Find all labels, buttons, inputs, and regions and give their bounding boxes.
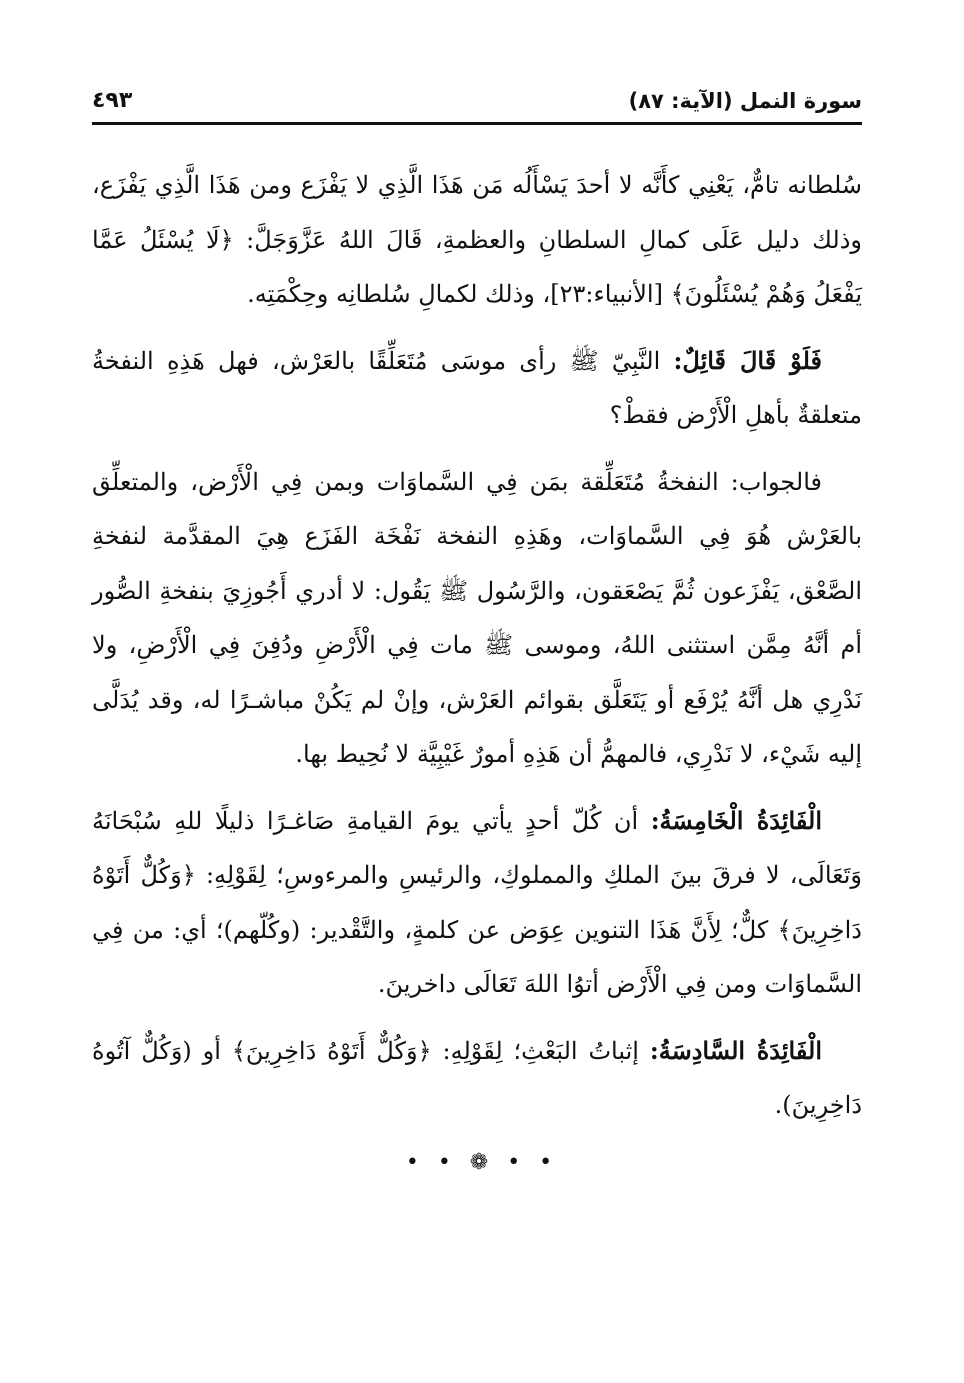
paragraph-5	[92, 1024, 862, 1133]
paragraph-5-text: إثباتُ البَعْثِ؛ لِقَوْلِهِ: ﴿وَكُلٌّ أَتَوْهُ دَاخِرِينَ﴾ أو (وَكُلٌّ آتُوهُ دَاخِرِينَ).	[92, 1036, 862, 1119]
paragraph-4-text: أن كُلّ أحدٍ يأتي يومَ القيامةِ صَاغـرًا ذليلًا للهِ سُبْحَانَهُ وَتَعَالَى، لا فرقَ بينَ الملكِ والمملوكِ، والرئيسِ والمرءوسِ؛ لِقَوْلِهِ: ﴿وَكُلٌّ أَتَوْهُ دَاخِرِينَ﴾ كلٌّ؛ لِأَنَّ هَذَا التنوين عِوَض عن كلمةٍ، والتَّقْدير: (وكُلّهم)؛ أي: من فِي السَّماوَات ومن فِي الْأَرْض أتوُا اللهَ تَعَالَى داخرينَ.	[92, 806, 862, 998]
running-title: سورة النمل (الآية: ٨٧)	[628, 89, 862, 113]
page-number: ٤٩٣	[92, 88, 133, 113]
paragraph-2-text: النَّبِيّ ﷺ رأى موسَى مُتَعَلِّقًا بالعَرْش، فهل هَذِهِ النفخةُ متعلقةٌ بأهلِ الْأَرْض فقطْ؟	[92, 346, 862, 429]
page-body	[92, 158, 862, 1145]
paragraph-5-lead: الْفَائِدَةُ السَّادِسَةُ:	[649, 1035, 822, 1065]
paragraph-4-lead: الْفَائِدَةُ الْخَامِسَةُ:	[650, 805, 822, 835]
paragraph-2	[92, 334, 862, 443]
page-header	[92, 84, 862, 124]
end-ornament: • • ❁ • •	[405, 1150, 559, 1175]
paragraph-2-lead: فَلَوْ قَالَ قَائِلٌ:	[673, 345, 822, 375]
header-divider	[92, 122, 862, 125]
paragraph-3-text: فالجواب: النفخةُ مُتَعَلِّقة بمَن فِي السَّماوَات وبمن فِي الْأَرْض، والمتعلِّق بالعَرْش هُوَ فِي السَّماوَات، وهَذِهِ النفخة نَفْخَة الفَزَع هِيَ المقدَّمة لنفخةِ الصَّعْق، يَفْزَعون ثُمَّ يَصْعَقون، والرَّسُول ﷺ يَقُول: لا أدري أَجُوزِيَ بنفخةِ الصُّور أم أنَّهُ مِمَّن استثنى اللهُ، وموسى ﷺ مات فِي الْأَرْضِ ودُفِنَ فِي الْأَرْضِ، ولا نَدْرِي هل أنَّهُ يُرْفَع أو يَتَعَلَّق بقوائم العَرْش، وإنْ لم يَكُنْ مباشـرًا له، وقد يُدَلَّى إليه شَيْء، لا نَدْرِي، فالمهمُّ أن هَذِهِ أمورٌ غَيْبِيَّة لا نُحِيط بها.	[92, 467, 863, 768]
paragraph-1-text: سُلطانه تامٌّ، يَعْنِي كأَنَّه لا أحدَ يَسْأَلُه مَن هَذَا الَّذِي لا يَفْزَع ومن هَذَا الَّذِي يَفْزَع، وذلك دليل عَلَى كمالِ السلطانِ والعظمةِ، قَالَ اللهُ عَزَّوَجَلَّ: ﴿لَا يُسْئَلُ عَمَّا يَفْعَلُ وَهُمْ يُسْئَلُونَ﴾ [الأنبياء:٢٣]، وذلك لكمالِ سُلطانِه وحِكْمَتِه.	[92, 171, 862, 308]
paragraph-4	[92, 794, 862, 1012]
paragraph-1	[92, 158, 862, 322]
paragraph-3	[92, 455, 862, 782]
